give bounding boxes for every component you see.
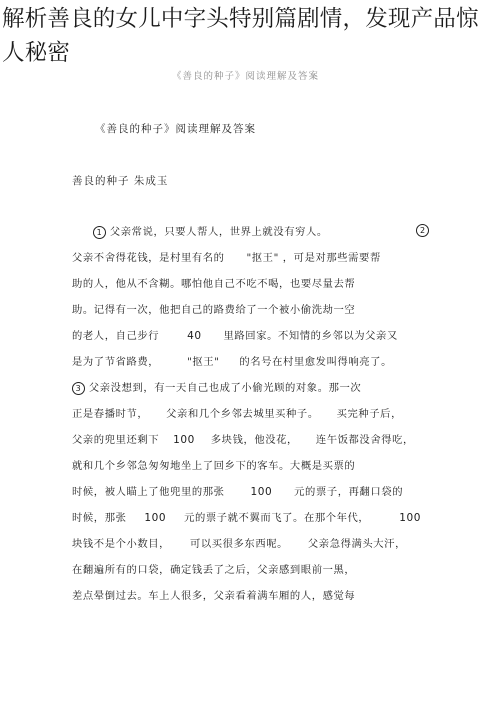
text-segment: 助的人，他从不含糊。哪怕他自己不吃不喝，也要尽量去帮 xyxy=(72,278,356,290)
text-segment: 在翻遍所有的口袋，确定钱丢了之后，父亲感到眼前一黑， xyxy=(72,564,356,576)
text-line xyxy=(72,483,442,498)
text-line xyxy=(72,301,442,316)
text-segment: 父亲急得满头大汗， xyxy=(307,538,406,550)
number-segment: 40 xyxy=(187,330,202,342)
text-line xyxy=(72,275,442,290)
text-segment: 差点晕倒过去。车上人很多，父亲看着满车厢的人，感觉每 xyxy=(72,590,356,602)
number-segment: 100 xyxy=(173,434,195,446)
text-segment: 买完种子后， xyxy=(336,408,402,420)
text-line xyxy=(93,223,463,239)
text-segment: 父亲和几个乡邻去城里买种子。 xyxy=(166,408,319,420)
page-headline: 解析善良的女儿中字头特别篇剧情，发现产品惊人秘密 xyxy=(2,6,479,66)
text-segment: 元的票子，再翻口袋的 xyxy=(294,486,404,498)
document-scan xyxy=(0,58,500,708)
text-segment: 父亲不舍得花钱，是村里有名的 xyxy=(72,252,225,264)
text-segment: 里路回家。不知情的乡邻以为父亲又 xyxy=(223,330,398,342)
text-line xyxy=(72,405,442,420)
text-line xyxy=(72,587,442,602)
text-segment: 的名号在村里愈发叫得响亮了。 xyxy=(239,356,392,368)
text-line xyxy=(72,457,442,472)
document-watermark: 《善良的种子》阅读理解及答案 xyxy=(172,71,320,82)
text-segment: 元的票子就不翼而飞了。在那个年代， xyxy=(184,512,370,524)
text-line xyxy=(72,561,442,576)
text-line xyxy=(72,327,442,342)
text-segment: 时候，那张 xyxy=(72,512,127,524)
paragraph-marker-3: 3 xyxy=(72,382,85,395)
text-segment: "抠王" xyxy=(246,252,279,264)
text-line xyxy=(72,249,442,264)
text-segment: "抠王" xyxy=(187,356,220,368)
number-segment: 100 xyxy=(399,512,422,524)
story-title-author: 善良的种子 朱成玉 xyxy=(72,175,169,187)
text-segment: 就和几个乡邻急匆匆地坐上了回乡下的客车。大概是买票的 xyxy=(72,460,356,472)
text-segment: 多块钱，他没花， xyxy=(210,434,298,446)
text-line xyxy=(72,431,442,446)
paragraph-marker-2: 2 xyxy=(416,224,429,237)
text-line xyxy=(72,379,442,395)
text-line xyxy=(72,353,442,368)
text-segment: 正是春播时节， xyxy=(72,408,149,420)
number-segment: 100 xyxy=(144,512,167,524)
text-segment: 父亲常说，只要人帮人，世界上就没有穷人。 xyxy=(109,226,328,238)
text-segment: ，可是对那些需要帮 xyxy=(282,252,381,264)
text-segment: 连午饭都没舍得吃， xyxy=(315,434,414,446)
text-segment: 助。记得有一次，他把自己的路费给了一个被小偷洗劫一空 xyxy=(72,304,356,316)
paragraph-marker-1: 1 xyxy=(93,226,106,239)
text-segment: 父亲的兜里还剩下 xyxy=(72,434,160,446)
text-line xyxy=(72,509,442,524)
text-segment: 块钱不是个小数目， xyxy=(72,538,171,550)
text-segment: 时候，被人瞄上了他兜里的那张 xyxy=(72,486,225,498)
text-segment: 可以买很多东西呢。 xyxy=(189,538,289,550)
text-segment: 是为了节省路费， xyxy=(72,356,160,368)
text-segment: 父亲没想到，有一天自己也成了小偷光顾的对象。那一次 xyxy=(88,382,362,394)
number-segment: 100 xyxy=(250,486,273,498)
document-title: 《善良的种子》阅读理解及答案 xyxy=(95,123,256,135)
text-line xyxy=(72,535,442,550)
text-segment: 的老人，自己步行 xyxy=(72,330,160,342)
